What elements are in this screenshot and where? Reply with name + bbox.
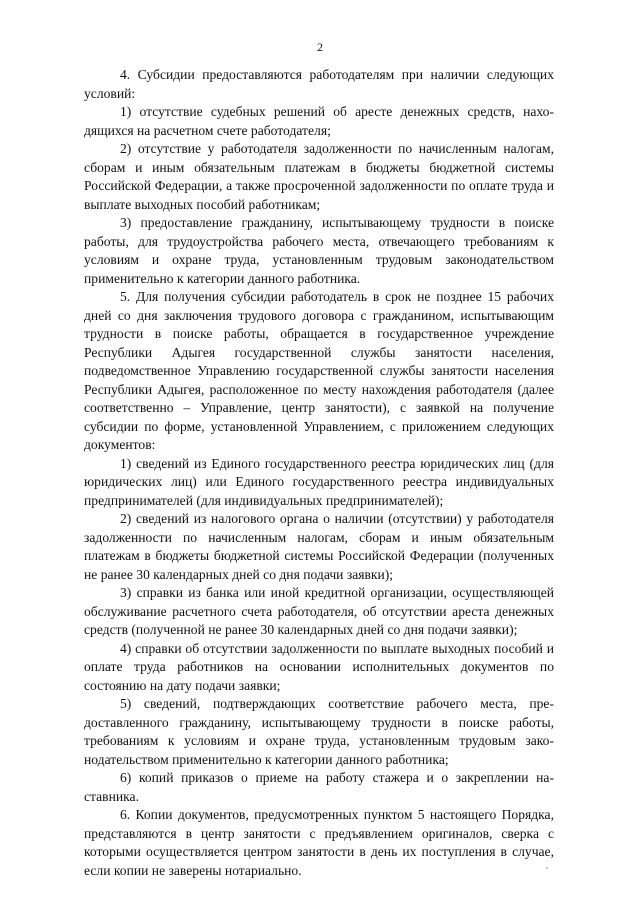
page-number: 2 [317, 40, 323, 54]
paragraph-4-item-2: 2) отсутствие у работодателя задолженности по начисленным налогам, сборам и иным обязательным платежам в бюджеты бюджетной системы Российской Федерации, а также просроченной задолженности по оплате труда и выплате выходных пособий работникам; [84, 141, 554, 212]
paragraph-4-item-1: 1) отсутствие судебных решений об аресте денежных средств, находящихся на расчетном счете работодателя; [84, 104, 554, 138]
paragraph-5-item-1: 1) сведений из Единого государственного реестра юридических лиц (для юридических лиц) или Единого государственного реестра индивидуальных предпринимателей (для индивидуальных предпринимателей); [84, 455, 554, 508]
paragraph-5-item-5: 5) сведений, подтверждающих соответствие рабочего места, предоставленного гражданину, испытывающему трудности в поиске работы, требованиям к условиям и охране труда, установленным трудовым законодательством применительно к категории данного работника; [84, 696, 554, 767]
paragraph-4-item-3: 3) предоставление гражданину, испытывающему трудности в поиске работы, для трудоустройства рабочего места, отвечающего требованиям к условиям и охране труда, установленным трудовым законодательством применительно к категории данного работника. [84, 215, 554, 286]
paragraph-4-intro: 4. Субсидии предоставляются работодателям при наличии следующих условий: [84, 67, 554, 101]
paragraph-5-item-2: 2) сведений из налогового органа о наличии (отсутствии) у работодателя задолженности по начисленным налогам, сборам и иным обязательным платежам в бюджеты бюджетной системы Российской Федерации (полученных не ранее 30 календарных дней со дня подачи заявки); [84, 511, 554, 582]
paragraph-5-item-3: 3) справки из банка или иной кредитной организации, осуществляющей обслуживание расчетного счета работодателя, об отсутствии ареста денежных средств (полученной не ранее 30 календарных дней со дня подачи заявки); [84, 585, 554, 637]
paragraph-5-item-4: 4) справки об отсутствии задолженности по выплате выходных пособий и оплате труда работников на основании исполнительных документов по состоянию на дату подачи заявки; [84, 640, 554, 693]
document-body [84, 66, 554, 880]
scan-artifact [546, 867, 548, 869]
paragraph-5-intro: 5. Для получения субсидии работодатель в срок не позднее 15 рабочих дней со дня заключения трудового договора с гражданином, испытывающим трудности в поиске работы, обращается в государственное учреждение Республики Адыгея государственной службы занятости населения, подведомственное Управлению государственной службы занятости населения Республики Адыгея, расположенное по месту нахождения работодателя (далее соответственно – Управление, центр занятости), с заявкой на получение субсидии по форме, установленной Управлением, с приложением следующих документов: [84, 289, 554, 452]
paragraph-5-item-6: 6) копий приказов о приеме на работу стажера и о закреплении наставника. [84, 770, 554, 804]
paragraph-6: 6. Копии документов, предусмотренных пунктом 5 настоящего Порядка, представляются в центр занятости с предъявлением оригиналов, сверка с которыми осуществляется центром занятости в день их поступления в случае, если копии не заверены нотариально. [84, 807, 554, 878]
